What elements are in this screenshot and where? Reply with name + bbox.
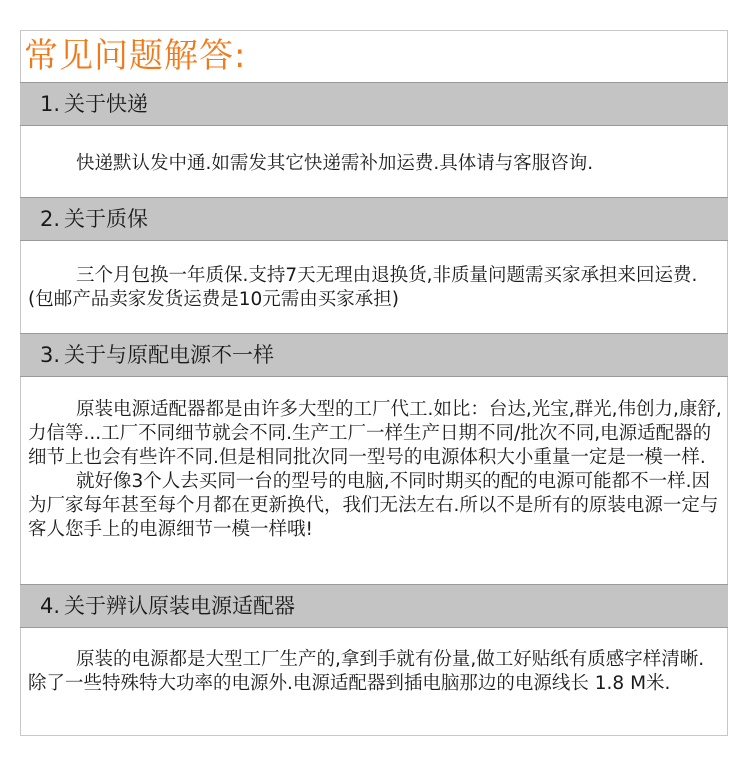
section-title: 关于与原配电源不一样: [64, 343, 275, 367]
section-number: 3.: [40, 343, 61, 367]
section-title: 关于辨认原装电源适配器: [64, 594, 296, 618]
paragraph: 原装的电源都是大型工厂生产的,拿到手就有份量,做工好贴纸有质感字样清晰.除了一些特殊特大功率的电源外.电源适配器到插电脑那边的电源线长 1.8 M米.: [28, 649, 705, 694]
section-title: 关于快递: [64, 92, 149, 116]
section-heading-express: [20, 82, 728, 126]
paragraph: 三个月包换一年质保.支持7天无理由退换货,非质量问题需买家承担来回运费.(包邮产品卖家发货运费是10元需由买家承担): [28, 265, 698, 310]
paragraph: 快递默认发中通.如需发其它快递需补加运费.具体请与客服咨询.: [76, 153, 594, 174]
section-heading-original-power: [20, 333, 728, 377]
faq-frame: [20, 30, 728, 736]
page-title: 常见问题解答:: [24, 36, 247, 76]
section-body-express: [20, 152, 728, 176]
section-heading-identify-adapter: [20, 584, 728, 628]
section-number: 1.: [40, 92, 61, 116]
section-number: 2.: [40, 207, 61, 231]
section-title: 关于质保: [64, 207, 149, 231]
section-body-original-power: [20, 398, 728, 542]
section-number: 4.: [40, 594, 61, 618]
section-heading-warranty: [20, 197, 728, 241]
section-body-identify-adapter: [20, 648, 728, 696]
section-body-warranty: [20, 264, 728, 312]
paragraph: 原装电源适配器都是由许多大型的工厂代工.如比：台达,光宝,群光,伟创力,康舒,力信等...工厂不同细节就会不同.生产工厂一样生产日期不同/批次不同,电源适配器的细节上也会有些许不同.但是相同批次同一型号的电源体积大小重量一定是一模一样.: [28, 399, 722, 468]
paragraph: 就好像3个人去买同一台的型号的电脑,不同时期买的配的电源可能都不一样.因为厂家每年甚至每个月都在更新换代，我们无法左右.所以不是所有的原装电源一定与客人您手上的电源细节一模一样哦!: [28, 471, 719, 540]
